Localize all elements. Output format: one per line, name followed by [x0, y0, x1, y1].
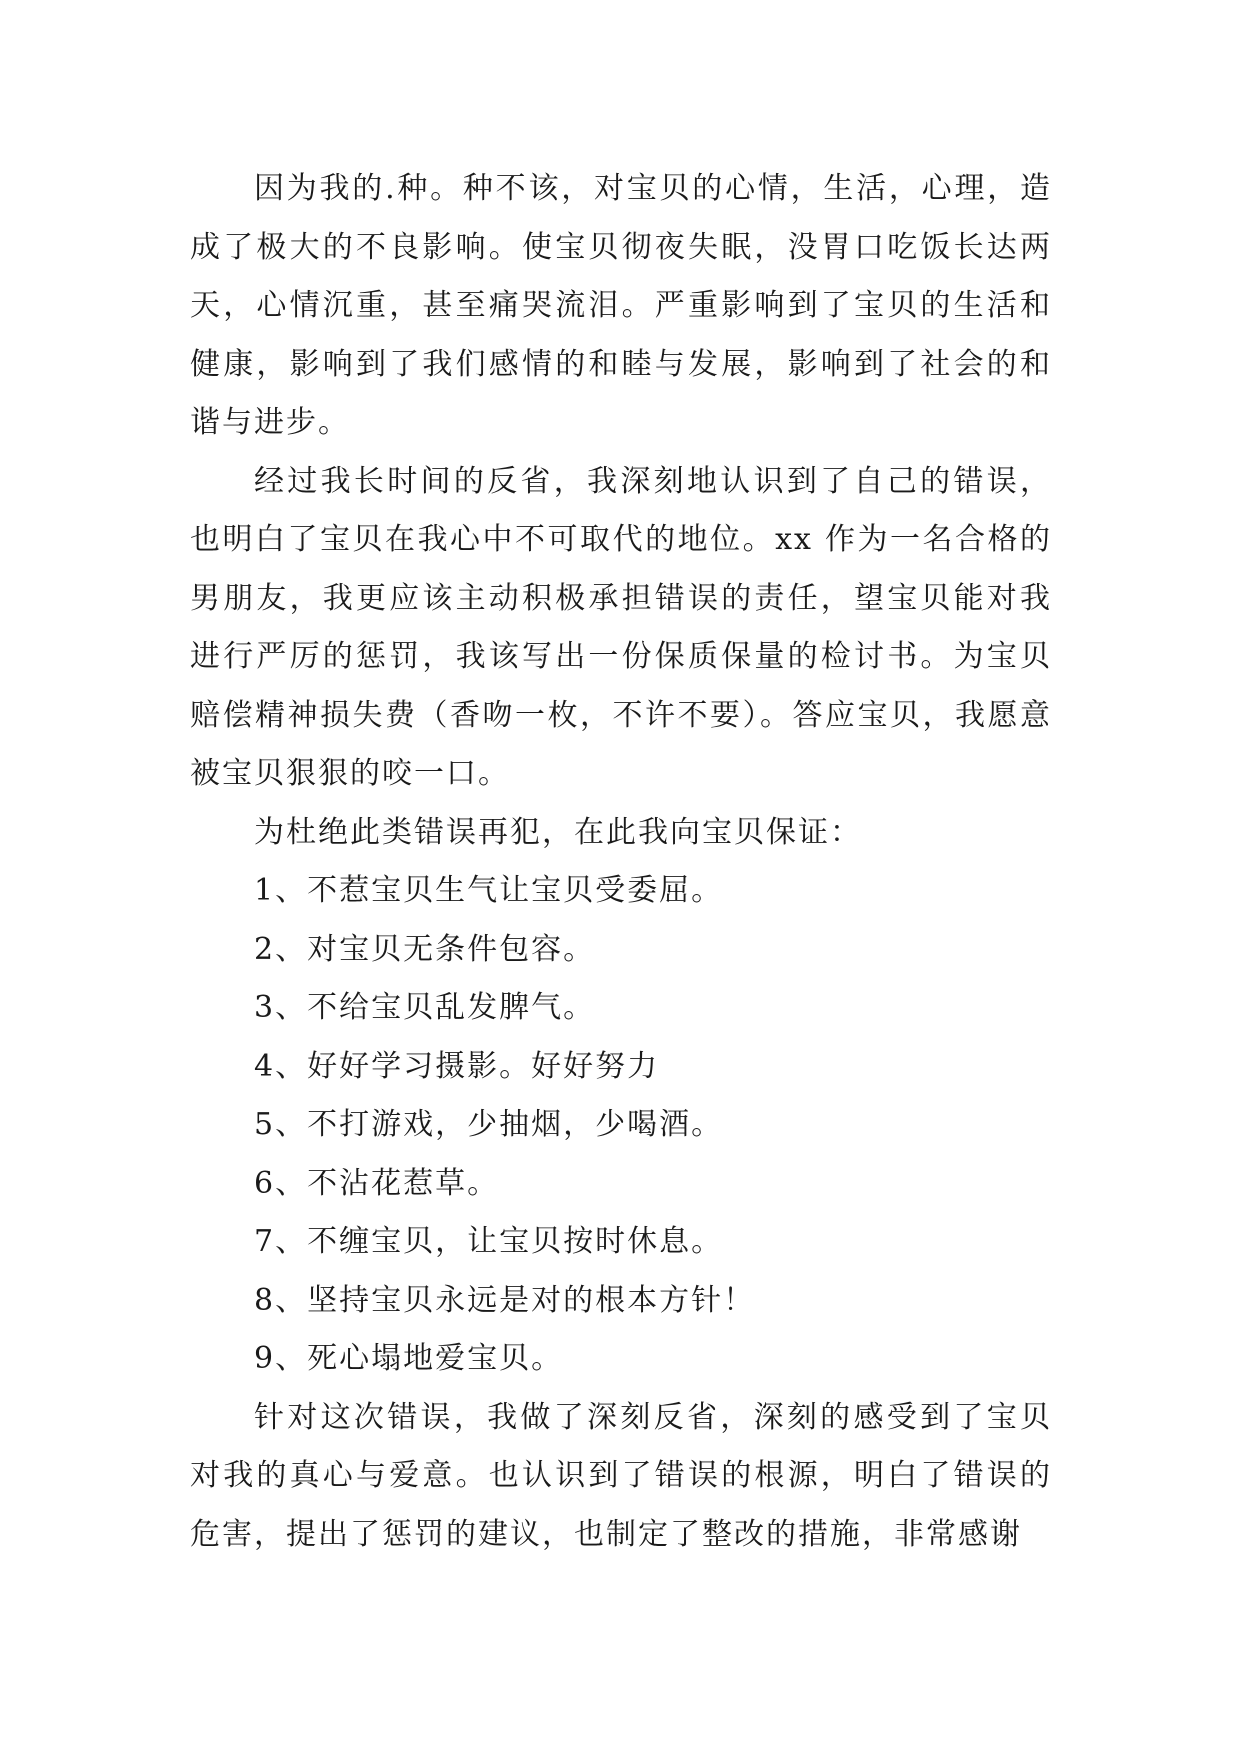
promise-item-8: 8、坚持宝贝永远是对的根本方针！: [254, 1282, 756, 1318]
promise-item-2: 2、对宝贝无条件包容。: [254, 931, 596, 967]
promise-item-9: 9、死心塌地爱宝贝。: [254, 1341, 564, 1376]
promise-item-5: 5、不打游戏，少抽烟，少喝酒。: [254, 1107, 724, 1142]
promise-item-4: 4、好好学习摄影。好好努力: [254, 1048, 660, 1084]
document-body: [190, 160, 1052, 1564]
paragraph-reflection: 经过我长时间的反省，我深刻地认识到了自己的错误，也明白了宝贝在我心中不可取代的地位。xx 作为一名合格的男朋友，我更应该主动积极承担错误的责任，望宝贝能对我进行严厉的惩罚，我该写出一份保质保量的检讨书。为宝贝赔偿精神损失费（香吻一枚，不许不要）。答应宝贝，我愿意被宝贝狠狠的咬一口。: [190, 463, 1052, 791]
promise-item-7: 7、不缠宝贝，让宝贝按时休息。: [254, 1224, 724, 1259]
promise-item-1: 1、不惹宝贝生气让宝贝受委屈。: [254, 873, 724, 908]
promise-item-6: 6、不沾花惹草。: [254, 1165, 500, 1201]
paragraph-impact: 因为我的.种。种不该，对宝贝的心情，生活，心理，造成了极大的不良影响。使宝贝彻夜失眠，没胃口吃饭长达两天，心情沉重，甚至痛哭流泪。严重影响到了宝贝的生活和健康，影响到了我们感情的和睦与发展，影响到了社会的和谐与进步。: [190, 171, 1052, 440]
paragraph-conclusion: 针对这次错误，我做了深刻反省，深刻的感受到了宝贝对我的真心与爱意。也认识到了错误的根源，明白了错误的危害，提出了惩罚的建议，也制定了整改的措施，非常感谢: [190, 1399, 1052, 1552]
paragraph-guarantee-intro: 为杜绝此类错误再犯，在此我向宝贝保证：: [254, 814, 862, 850]
promise-item-3: 3、不给宝贝乱发脾气。: [254, 990, 596, 1025]
